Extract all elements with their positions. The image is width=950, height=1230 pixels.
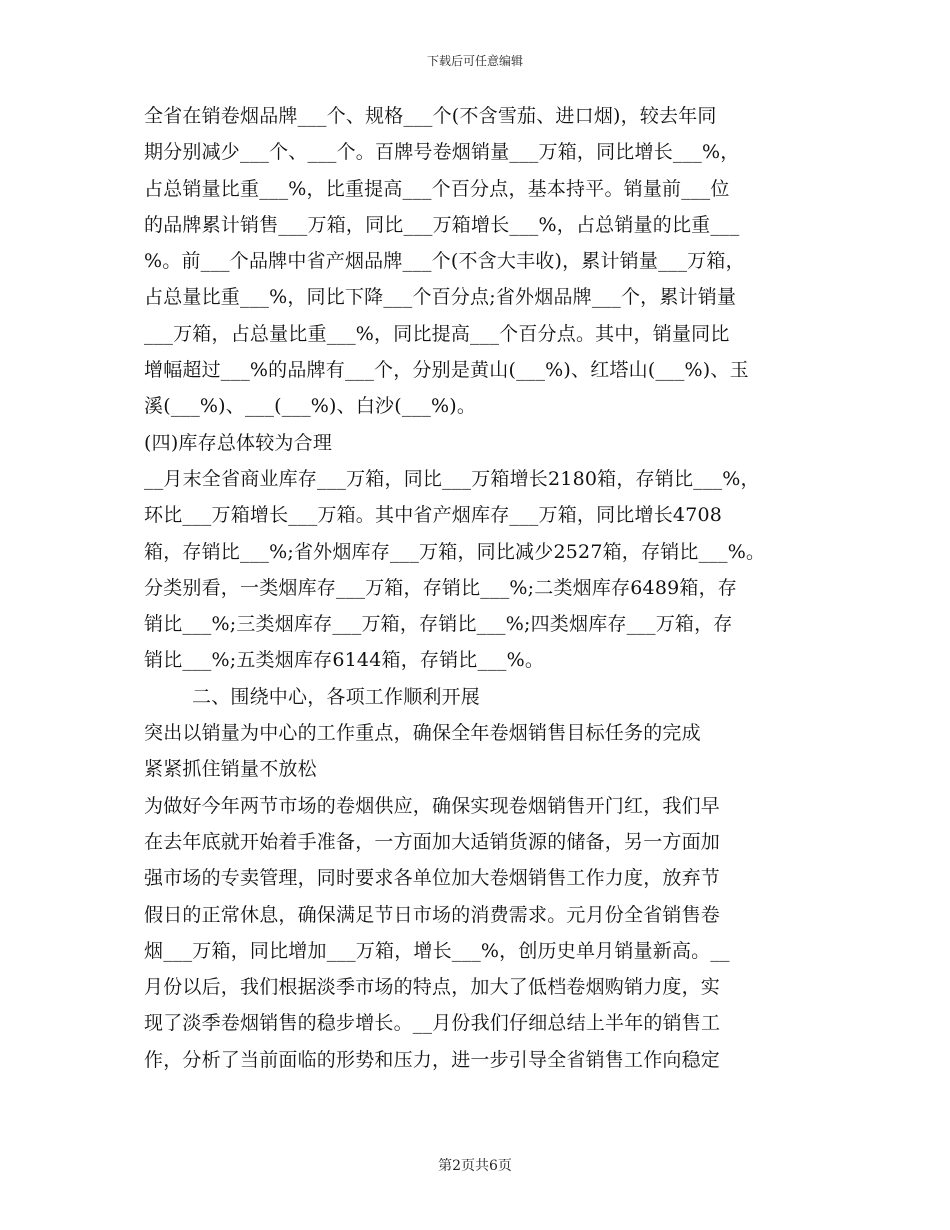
text-line: 期分别减少___个、___个。百牌号卷烟销量___万箱，同比增长___%， <box>144 141 740 164</box>
text-line: 溪(___%)、___(___%)、白沙(___%)。 <box>144 395 477 418</box>
text-line: 突出以销量为中心的工作重点，确保全年卷烟销售目标任务的完成 <box>144 722 701 745</box>
document-body <box>144 98 814 1078</box>
text-line: 月份以后，我们根据淡季市场的特点，加大了低档卷烟购销力度，实 <box>144 976 721 999</box>
text-line: 作，分析了当前面临的形势和压力，进一步引导全省销售工作向稳定 <box>144 1048 721 1071</box>
text-line: 强市场的专卖管理，同时要求各单位加大卷烟销售工作力度，放弃节 <box>144 867 721 890</box>
text-line: 占总销量比重___%，比重提高___个百分点，基本持平。销量前___位 <box>144 177 730 200</box>
section-heading: 二、围绕中心，各项工作顺利开展 <box>192 685 481 708</box>
text-line: ___万箱，占总量比重___%，同比提高___个百分点。其中，销量同比 <box>144 322 730 345</box>
text-line: 在去年底就开始着手准备，一方面加大适销货源的储备，另一方面加 <box>144 830 721 853</box>
text-line: 环比___万箱增长___万箱。其中省产烟库存___万箱，同比增长4708 <box>144 504 723 527</box>
text-line: 为做好今年两节市场的卷烟供应，确保实现卷烟销售开门红，我们早 <box>144 794 721 817</box>
page-header: 下载后可任意编辑 <box>426 54 523 68</box>
text-line: 占总量比重___%，同比下降___个百分点;省外烟品牌___个，累计销量 <box>144 286 737 309</box>
text-line: 分类别看，一类烟库存___万箱，存销比___%;二类烟库存6489箱，存 <box>144 576 738 599</box>
text-line: __月末全省商业库存___万箱，同比___万箱增长2180箱，存销比___%， <box>144 467 760 490</box>
section-heading: (四)库存总体较为合理 <box>144 431 333 454</box>
text-line: %。前___个品牌中省产烟品牌___个(不含大丰收)，累计销量___万箱， <box>144 250 745 273</box>
subheading: 紧紧抓住销量不放松 <box>144 758 317 781</box>
text-line: 箱，存销比___%;省外烟库存___万箱，同比减少2527箱，存销比___%。 <box>144 540 766 563</box>
text-line: 全省在销卷烟品牌___个、规格___个(不含雪茄、进口烟)，较去年同 <box>144 105 717 127</box>
text-line: 销比___%;三类烟库存___万箱，存销比___%;四类烟库存___万箱，存 <box>144 613 733 636</box>
text-line: 烟___万箱，同比增加___万箱，增长___%，创历史单月销量新高。__ <box>144 939 730 962</box>
page-footer: 第2页共6页 <box>438 1158 512 1174</box>
text-line: 现了淡季卷烟销售的稳步增长。__月份我们仔细总结上半年的销售工 <box>144 1012 721 1035</box>
text-line: 增幅超过___%的品牌有___个，分别是黄山(___%)、红塔山(___%)、玉 <box>144 359 749 382</box>
text-line: 假日的正常休息，确保满足节日市场的消费需求。元月份全省销售卷 <box>144 903 721 926</box>
text-line: 销比___%;五类烟库存6144箱，存销比___%。 <box>144 649 545 672</box>
text-line: 的品牌累计销售___万箱，同比___万箱增长___%，占总销量的比重___ <box>144 213 740 236</box>
